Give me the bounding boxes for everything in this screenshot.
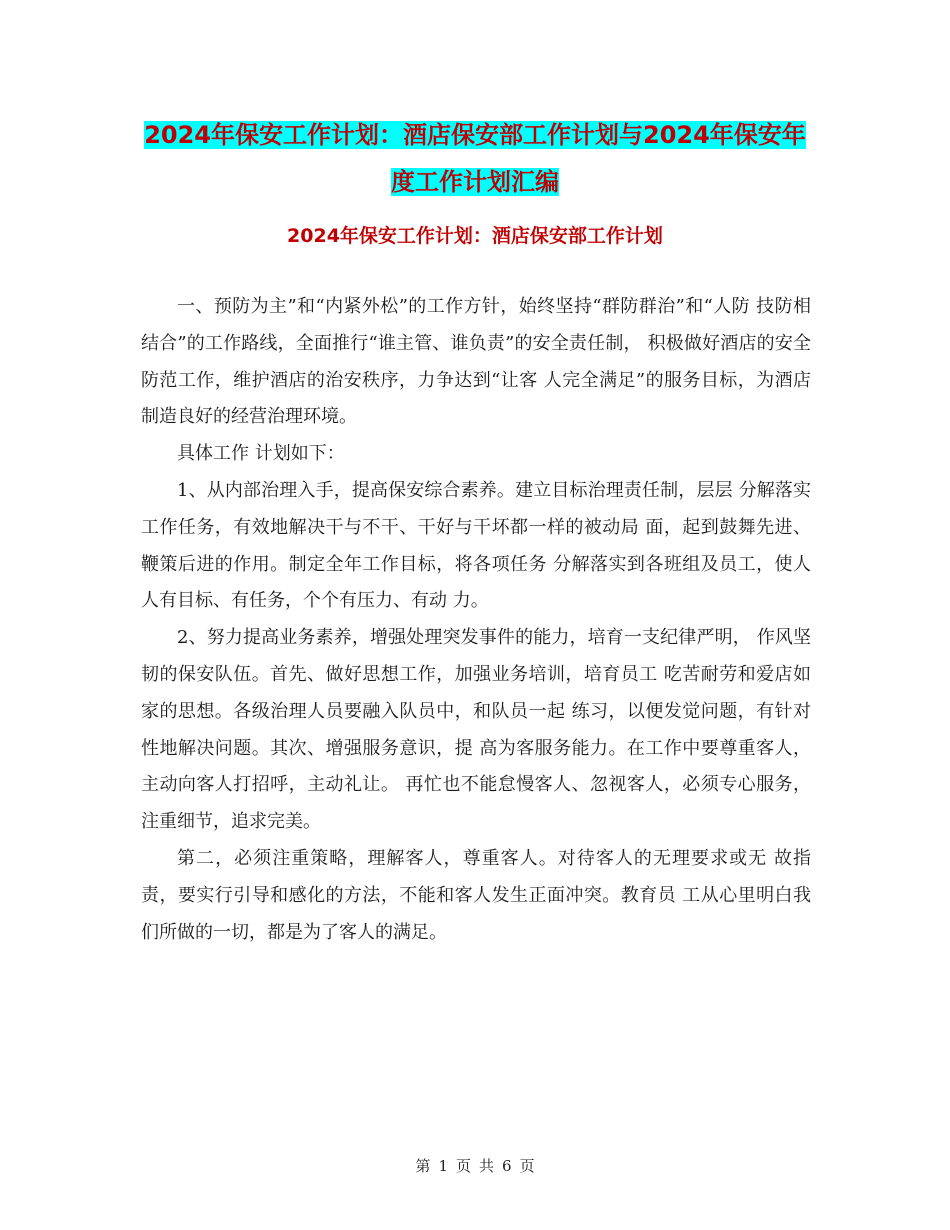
paragraph-plan-heading: 具体工作 计划如下：	[177, 443, 345, 465]
footer-total-pages: 6	[502, 1157, 512, 1175]
footer-page-unit: 页	[455, 1157, 471, 1175]
paragraph-second: 第二，必须注重策略，理解客人，尊重客人。对待客人的无理要求或无 故指责，要实行引导和感化的方法，不能和客人发生正面冲突。教育员 工从心里明白我们所做的一切，都是为了客人的满足。	[141, 847, 811, 943]
footer-page-label: 第	[415, 1157, 431, 1175]
paragraph-item-1: 1、从内部治理入手，提高保安综合素养。建立目标治理责任制，层层 分解落实工作任务，有效地解决干与不干、干好与干坏都一样的被动局 面，起到鼓舞先进、鞭策后进的作用。制定全年工作目标，将各项任务 分解落实到各班组及员工，使人人有目标、有任务，个个有压力、有动 力。	[141, 479, 811, 612]
footer-total-label: 共	[479, 1157, 495, 1175]
document-body	[141, 289, 811, 951]
paragraph-item-2: 2、努力提高业务素养，增强处理突发事件的能力，培育一支纪律严明， 作风坚韧的保安队伍。首先、做好思想工作，加强业务培训，培育员工 吃苦耐劳和爱店如家的思想。各级治理人员要融入队员中，和队员一起 练习，以便发觉问题，有针对性地解决问题。其次、增强服务意识，提 高为客服务能力。在工作中要尊重客人，主动向客人打招呼，主动礼让。 再忙也不能怠慢客人、忽视客人，必须专心服务，注重细节，追求完美。	[141, 627, 811, 833]
document-title	[140, 112, 810, 206]
paragraph-intro: 一、预防为主”和“内紧外松”的工作方针，始终坚持“群防群治”和“人防 技防相结合”的工作路线，全面推行“谁主管、谁负责”的安全责任制， 积极做好酒店的安全防范工作，维护酒店的治安秩序，力争达到“让客 人完全满足”的服务目标，为酒店制造良好的经营治理环境。	[141, 296, 811, 428]
footer-total-unit: 页	[519, 1157, 535, 1175]
page-footer	[0, 1155, 950, 1176]
document-title-text: 2024年保安工作计划：酒店保安部工作计划与2024年保安年度工作计划汇编	[144, 121, 806, 196]
section-title: 2024年保安工作计划：酒店保安部工作计划	[287, 225, 663, 247]
footer-current-page: 1	[438, 1157, 448, 1175]
